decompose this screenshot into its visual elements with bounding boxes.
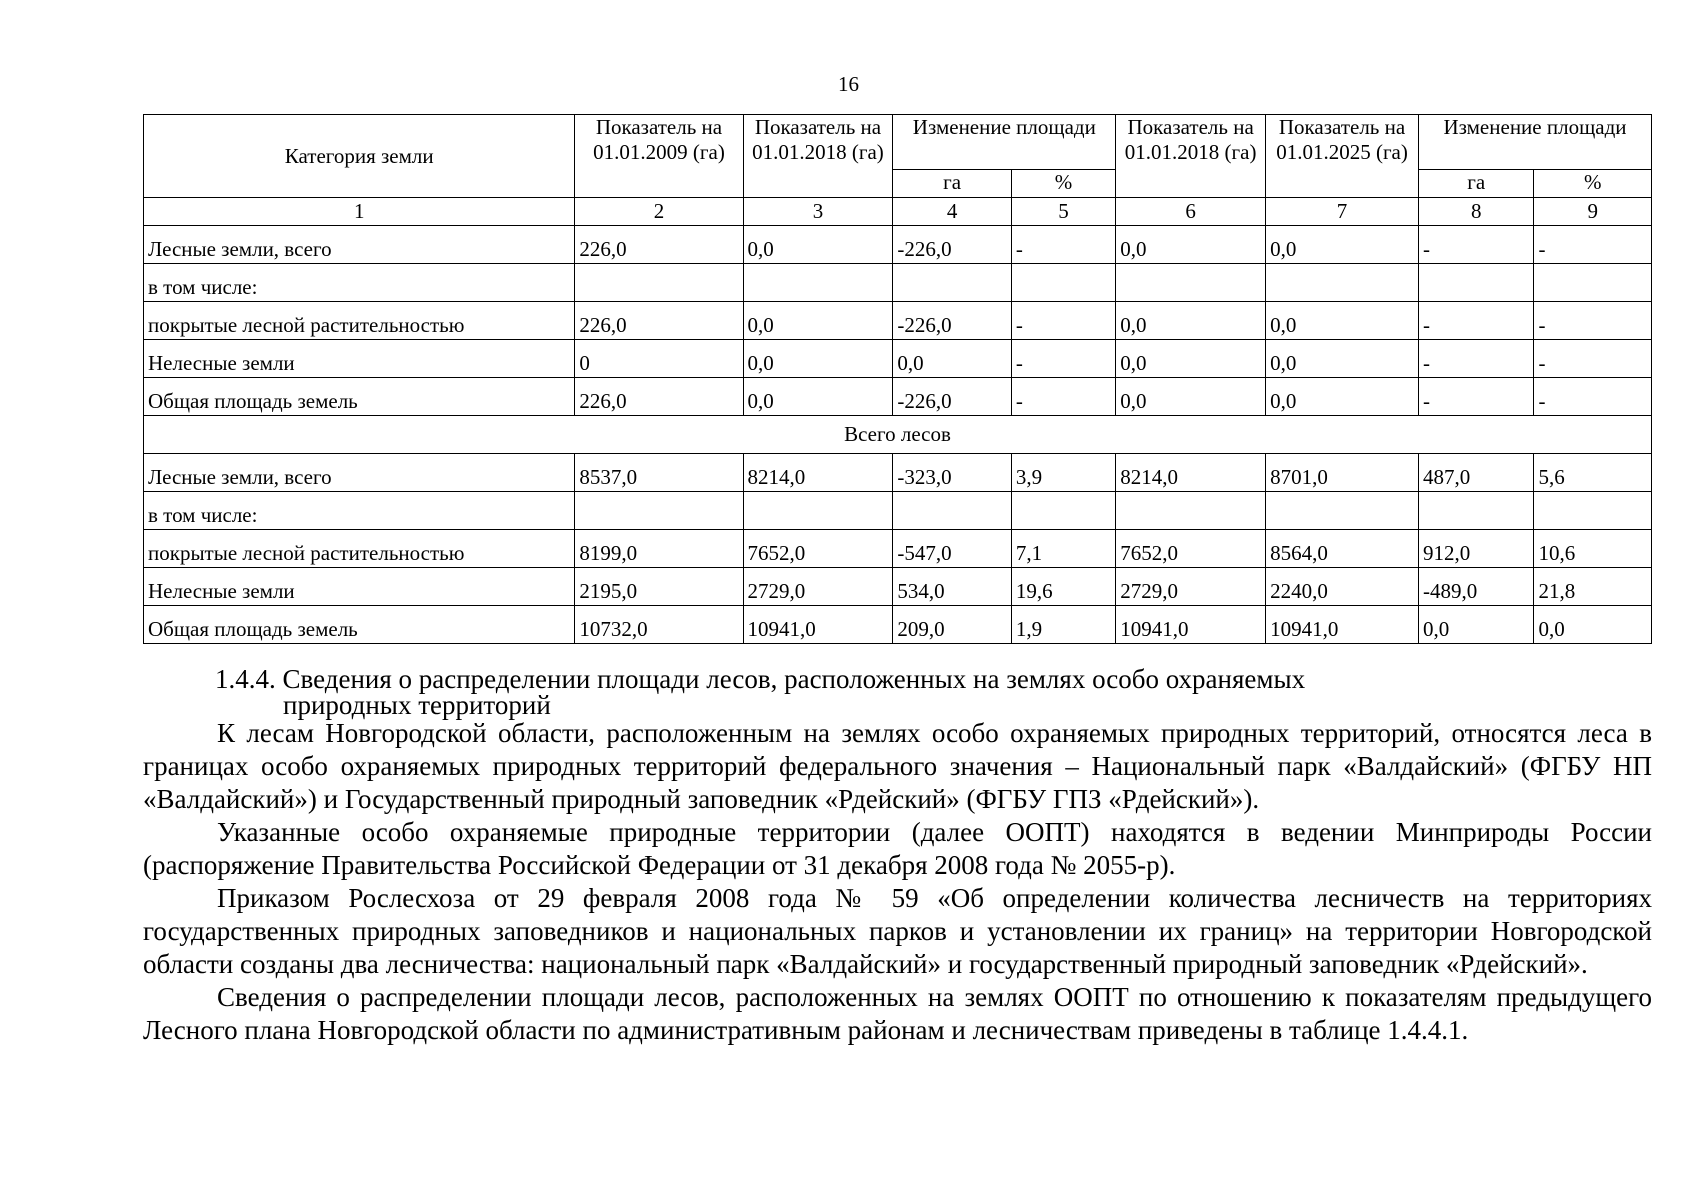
- table-cell: -: [1011, 226, 1115, 264]
- land-category-table: [143, 114, 1652, 644]
- row-label: Нелесные земли: [144, 340, 575, 378]
- table-cell: 0: [575, 340, 743, 378]
- column-number: 6: [1116, 198, 1266, 226]
- table-cell: 534,0: [893, 568, 1011, 606]
- table-row: [144, 302, 1652, 340]
- header-col2: Показатель на 01.01.2009 (га): [575, 115, 743, 198]
- table-body: [144, 226, 1652, 644]
- table-cell: -: [1011, 302, 1115, 340]
- header-pct-1: %: [1011, 170, 1115, 198]
- column-number: 4: [893, 198, 1011, 226]
- column-number: 8: [1419, 198, 1534, 226]
- column-number: 7: [1266, 198, 1419, 226]
- table-cell: -: [1419, 226, 1534, 264]
- paragraph-3: Приказом Рослесхоза от 29 февраля 2008 года № 59 «Об определении количества лесничеств на территориях государственных природных заповедников и национальных парков и установлении их границ» на территории Новгородской области созданы два лесничества: национальный парк «Валдайский» и государственный природный заповедник «Рдейский».: [143, 883, 1652, 979]
- table-cell: -: [1011, 340, 1115, 378]
- row-label: Лесные земли, всего: [144, 454, 575, 492]
- table-row: [144, 492, 1652, 530]
- paragraph-4: Сведения о распределении площади лесов, расположенных на землях ООПТ по отношению к показателям предыдущего Лесного плана Новгородской области по административным районам и лесничествам приведены в таблице 1.4.4.1.: [143, 982, 1652, 1045]
- section-heading-line2: природных территорий: [283, 690, 551, 720]
- table-row: [144, 568, 1652, 606]
- table-row: [144, 226, 1652, 264]
- header-ha-2: га: [1419, 170, 1534, 198]
- table-cell: 0,0: [743, 226, 893, 264]
- column-number-row: [144, 198, 1652, 226]
- table-cell: 2195,0: [575, 568, 743, 606]
- table-cell: 19,6: [1011, 568, 1115, 606]
- table-cell: 10941,0: [1116, 606, 1266, 644]
- table-cell: 21,8: [1534, 568, 1652, 606]
- column-number: 1: [144, 198, 575, 226]
- table-cell: -489,0: [1419, 568, 1534, 606]
- body-text: [143, 717, 1652, 1047]
- header-col3: Показатель на 01.01.2018 (га): [743, 115, 893, 198]
- section-label: Всего лесов: [144, 416, 1652, 454]
- paragraph-1: К лесам Новгородской области, расположенным на землях особо охраняемых природных территорий, относятся леса в границах особо охраняемых природных территорий федерального значения – Национальный парк «Валдайский» (ФГБУ НП «Валдайский») и Государственный природный заповедник «Рдейский» (ФГБУ ГПЗ «Рдейский»).: [143, 718, 1652, 814]
- table-cell: 8214,0: [1116, 454, 1266, 492]
- table-cell: 8564,0: [1266, 530, 1419, 568]
- table-cell: -: [1419, 302, 1534, 340]
- table-cell: 8199,0: [575, 530, 743, 568]
- table-cell: 7652,0: [1116, 530, 1266, 568]
- table-cell: -: [1534, 226, 1652, 264]
- table-cell: 2729,0: [1116, 568, 1266, 606]
- table-cell: [1266, 264, 1419, 302]
- table-row: [144, 378, 1652, 416]
- table-cell: -: [1534, 302, 1652, 340]
- table-cell: 8701,0: [1266, 454, 1419, 492]
- column-number: 5: [1011, 198, 1115, 226]
- table-row: [144, 454, 1652, 492]
- table-cell: -: [1419, 340, 1534, 378]
- table-cell: [1011, 492, 1115, 530]
- table-cell: 0,0: [1116, 226, 1266, 264]
- table-cell: [1011, 264, 1115, 302]
- table-cell: 1,9: [1011, 606, 1115, 644]
- table-cell: [893, 492, 1011, 530]
- table-cell: [743, 492, 893, 530]
- table-row: [144, 264, 1652, 302]
- section-row: [144, 416, 1652, 454]
- row-label: в том числе:: [144, 264, 575, 302]
- table-cell: 0,0: [1534, 606, 1652, 644]
- table-cell: 0,0: [1116, 302, 1266, 340]
- table-cell: 8537,0: [575, 454, 743, 492]
- table-cell: 2240,0: [1266, 568, 1419, 606]
- table-cell: 912,0: [1419, 530, 1534, 568]
- table-cell: [1266, 492, 1419, 530]
- table-cell: -226,0: [893, 302, 1011, 340]
- table-cell: 7652,0: [743, 530, 893, 568]
- table-cell: 0,0: [743, 340, 893, 378]
- table-cell: 226,0: [575, 226, 743, 264]
- table-cell: 0,0: [1266, 226, 1419, 264]
- table-row: [144, 530, 1652, 568]
- table-cell: 0,0: [1116, 378, 1266, 416]
- table-cell: 10,6: [1534, 530, 1652, 568]
- table-cell: [1116, 492, 1266, 530]
- table-cell: 487,0: [1419, 454, 1534, 492]
- row-label: в том числе:: [144, 492, 575, 530]
- header-change-1: Изменение площади: [893, 115, 1116, 170]
- table-row: [144, 340, 1652, 378]
- row-label: покрытые лесной растительностью: [144, 530, 575, 568]
- row-label: покрытые лесной растительностью: [144, 302, 575, 340]
- table-cell: [1116, 264, 1266, 302]
- table-cell: 226,0: [575, 302, 743, 340]
- table-cell: 0,0: [743, 378, 893, 416]
- column-number: 3: [743, 198, 893, 226]
- header-change-2: Изменение площади: [1419, 115, 1652, 170]
- table-cell: 3,9: [1011, 454, 1115, 492]
- table-cell: 209,0: [893, 606, 1011, 644]
- table-cell: 0,0: [743, 302, 893, 340]
- page-number: 16: [838, 72, 859, 96]
- column-number: 9: [1534, 198, 1652, 226]
- table-cell: 5,6: [1534, 454, 1652, 492]
- table-cell: -: [1419, 378, 1534, 416]
- paragraph-2: Указанные особо охраняемые природные территории (далее ООПТ) находятся в ведении Минприроды России (распоряжение Правительства Российской Федерации от 31 декабря 2008 года № 2055-р).: [143, 817, 1652, 880]
- table-cell: [893, 264, 1011, 302]
- table-cell: [575, 492, 743, 530]
- column-number: 2: [575, 198, 743, 226]
- row-label: Нелесные земли: [144, 568, 575, 606]
- table-cell: -: [1011, 378, 1115, 416]
- table-cell: -226,0: [893, 226, 1011, 264]
- table-cell: 0,0: [1266, 378, 1419, 416]
- header-ha-1: га: [893, 170, 1011, 198]
- table-cell: [743, 264, 893, 302]
- table-row: [144, 606, 1652, 644]
- table-cell: 7,1: [1011, 530, 1115, 568]
- table-cell: 226,0: [575, 378, 743, 416]
- header-col7: Показатель на 01.01.2025 (га): [1266, 115, 1419, 198]
- section-heading-line1: 1.4.4. Сведения о распределении площади лесов, расположенных на землях особо охраняемых: [215, 664, 1306, 694]
- section-heading: [215, 666, 1305, 718]
- header-col6: Показатель на 01.01.2018 (га): [1116, 115, 1266, 198]
- table-cell: [1419, 264, 1534, 302]
- table-cell: [1534, 264, 1652, 302]
- header-pct-2: %: [1534, 170, 1652, 198]
- table-cell: 10732,0: [575, 606, 743, 644]
- table-cell: [1419, 492, 1534, 530]
- table-cell: -323,0: [893, 454, 1011, 492]
- table-cell: 8214,0: [743, 454, 893, 492]
- table-cell: 2729,0: [743, 568, 893, 606]
- table-cell: -226,0: [893, 378, 1011, 416]
- table-cell: -: [1534, 340, 1652, 378]
- table-cell: 0,0: [893, 340, 1011, 378]
- table-cell: 0,0: [1266, 340, 1419, 378]
- row-label: Лесные земли, всего: [144, 226, 575, 264]
- table-cell: -: [1534, 378, 1652, 416]
- row-label: Общая площадь земель: [144, 606, 575, 644]
- table-cell: 10941,0: [743, 606, 893, 644]
- table-cell: [1534, 492, 1652, 530]
- table-cell: -547,0: [893, 530, 1011, 568]
- row-label: Общая площадь земель: [144, 378, 575, 416]
- table-cell: 0,0: [1266, 302, 1419, 340]
- table-cell: 10941,0: [1266, 606, 1419, 644]
- table-cell: 0,0: [1116, 340, 1266, 378]
- header-category: Категория земли: [144, 115, 575, 198]
- table-cell: 0,0: [1419, 606, 1534, 644]
- table-cell: [575, 264, 743, 302]
